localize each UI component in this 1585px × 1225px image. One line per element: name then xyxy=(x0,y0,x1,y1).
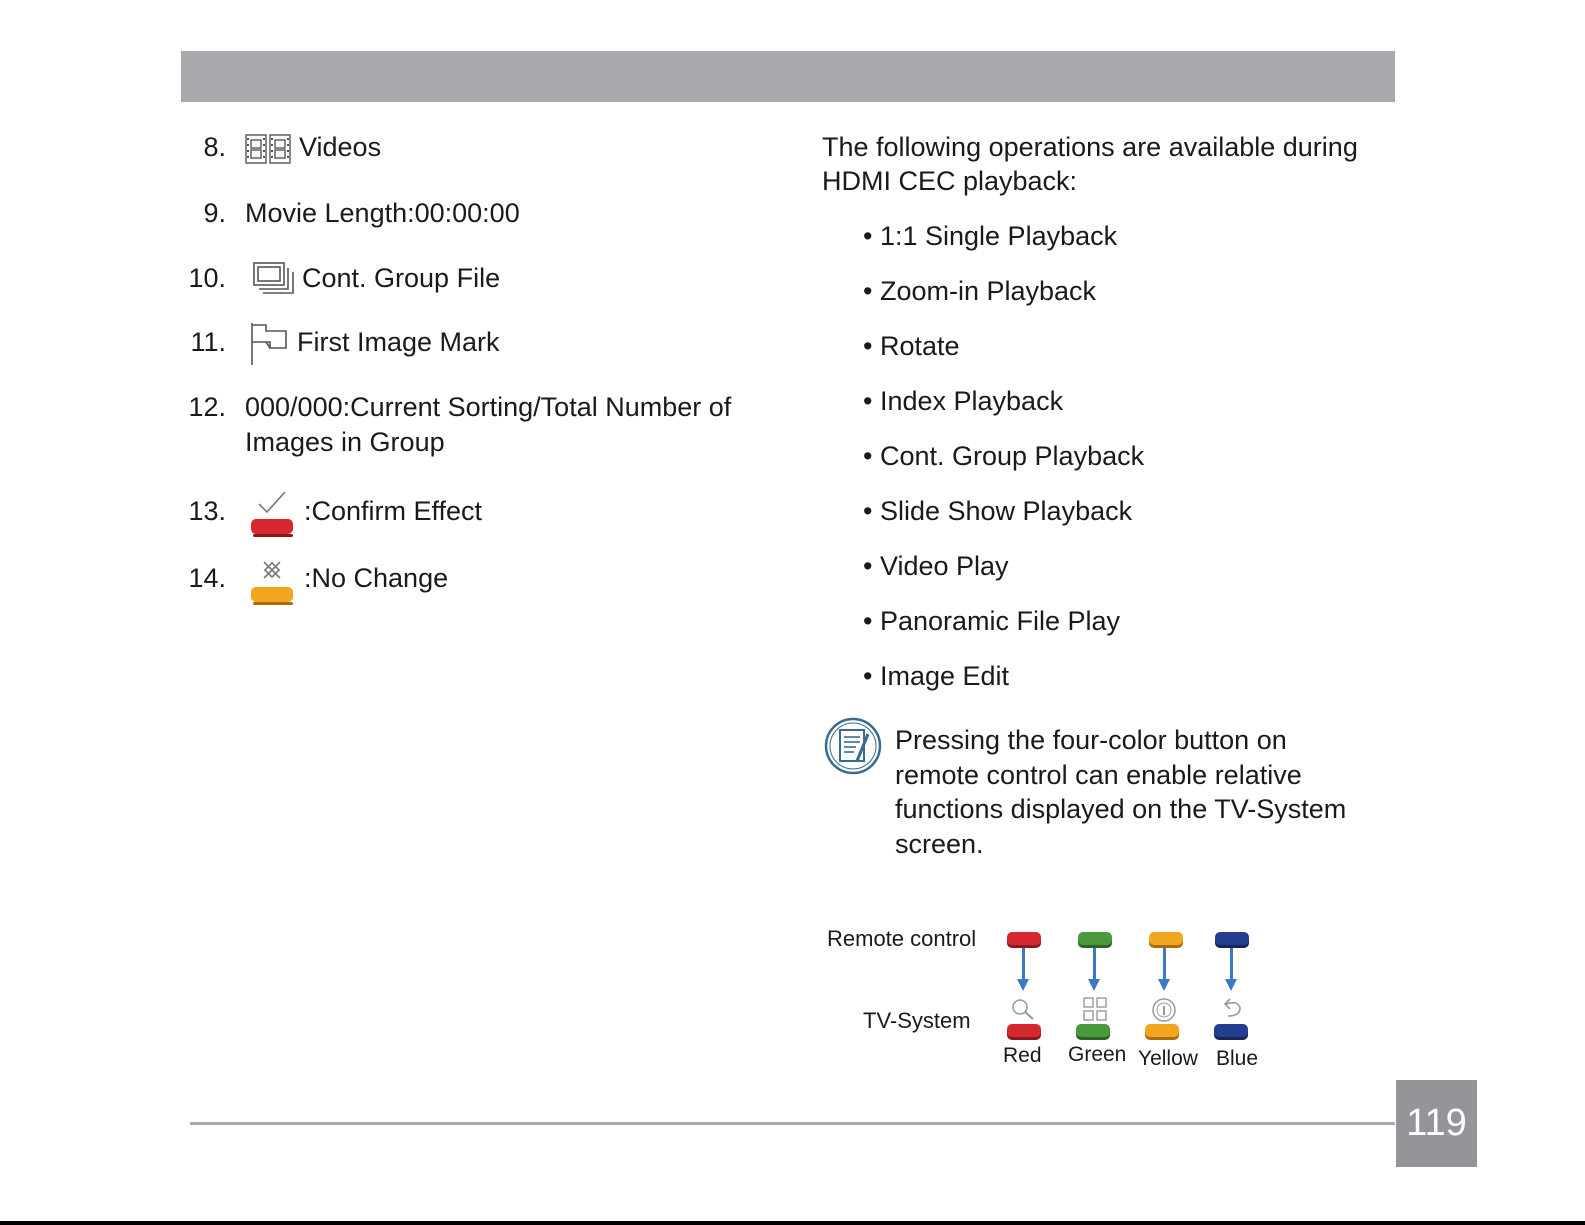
list-item: • Video Play xyxy=(863,551,1009,581)
list-item-text: 1:1 Single Playback xyxy=(879,221,1118,251)
note-text: Pressing the four-color button on xyxy=(895,725,1287,755)
remote-yellow-button xyxy=(1149,932,1183,945)
footer-line xyxy=(190,1122,1395,1125)
list-item: • Panoramic File Play xyxy=(863,606,1121,636)
tv-blue-button xyxy=(1214,1024,1248,1037)
header-bar xyxy=(181,51,1395,102)
stacked-frames-icon xyxy=(253,262,295,294)
info-icon xyxy=(1151,997,1177,1023)
item-number: 11. xyxy=(190,327,226,357)
return-icon xyxy=(1220,996,1246,1020)
tv-system-label: TV-System xyxy=(863,1008,971,1033)
list-item-text: Panoramic File Play xyxy=(879,606,1121,636)
list-item: • Cont. Group Playback xyxy=(863,441,1145,471)
red-label: Red xyxy=(1003,1044,1042,1067)
item-text: Images in Group xyxy=(245,427,445,457)
remote-green-button xyxy=(1078,932,1112,945)
list-item: • Rotate xyxy=(863,331,960,361)
list-item-text: Image Edit xyxy=(879,661,1010,691)
intro-text: HDMI CEC playback: xyxy=(822,166,1078,196)
list-item-text: Index Playback xyxy=(879,386,1064,416)
list-item-text: Cont. Group Playback xyxy=(879,441,1145,471)
magnifier-icon xyxy=(1010,997,1036,1021)
list-item: • Index Playback xyxy=(863,386,1064,416)
item-number: 12. xyxy=(188,392,226,422)
item-text: 000/000:Current Sorting/Total Number of xyxy=(245,392,732,422)
list-item: • Slide Show Playback xyxy=(863,496,1133,526)
red-arrow xyxy=(1022,948,1025,981)
tv-green-button xyxy=(1076,1024,1110,1037)
list-item-text: Rotate xyxy=(879,331,960,361)
tv-red-button xyxy=(1007,1024,1041,1037)
item-number: 13. xyxy=(188,496,226,526)
check-red-button-icon xyxy=(249,488,297,540)
item-number: 14. xyxy=(188,563,226,593)
item-number: 8. xyxy=(203,132,226,162)
list-item: • 1:1 Single Playback xyxy=(863,221,1118,251)
list-item-text: Zoom-in Playback xyxy=(879,276,1097,306)
remote-red-button xyxy=(1007,932,1041,945)
list-item: • Zoom-in Playback xyxy=(863,276,1097,306)
page-number: 119 xyxy=(1396,1080,1477,1167)
item-text: :Confirm Effect xyxy=(304,496,483,526)
tv-yellow-button xyxy=(1145,1024,1179,1037)
green-arrow xyxy=(1093,948,1096,981)
yellow-arrow xyxy=(1163,948,1166,981)
remote-blue-button xyxy=(1215,932,1249,945)
flag-icon xyxy=(250,322,290,366)
remote-control-label: Remote control xyxy=(827,926,977,951)
item-number: 10. xyxy=(188,263,226,293)
film-strip-icon xyxy=(245,134,291,164)
green-label: Green xyxy=(1068,1043,1127,1066)
blue-label: Blue xyxy=(1216,1047,1259,1070)
item-text: Videos xyxy=(299,132,382,162)
item-text: Movie Length:00:00:00 xyxy=(245,198,520,228)
note-text: remote control can enable relative xyxy=(895,760,1302,790)
note-text: screen. xyxy=(895,829,984,859)
grid-icon xyxy=(1083,997,1107,1021)
bottom-rule xyxy=(0,1221,1585,1225)
note-text: functions displayed on the TV-System xyxy=(895,794,1347,824)
intro-text: The following operations are available during xyxy=(822,132,1358,162)
item-text: Cont. Group File xyxy=(302,263,501,293)
item-text: First Image Mark xyxy=(297,327,500,357)
yellow-label: Yellow xyxy=(1138,1047,1198,1070)
list-item-text: Video Play xyxy=(879,551,1009,581)
list-item-text: Slide Show Playback xyxy=(879,496,1133,526)
note-icon xyxy=(824,717,882,775)
item-number: 9. xyxy=(203,198,226,228)
blue-arrow xyxy=(1230,948,1233,981)
item-text: :No Change xyxy=(304,563,449,593)
list-item: • Image Edit xyxy=(863,661,1010,691)
cross-yellow-button-icon xyxy=(249,558,297,610)
